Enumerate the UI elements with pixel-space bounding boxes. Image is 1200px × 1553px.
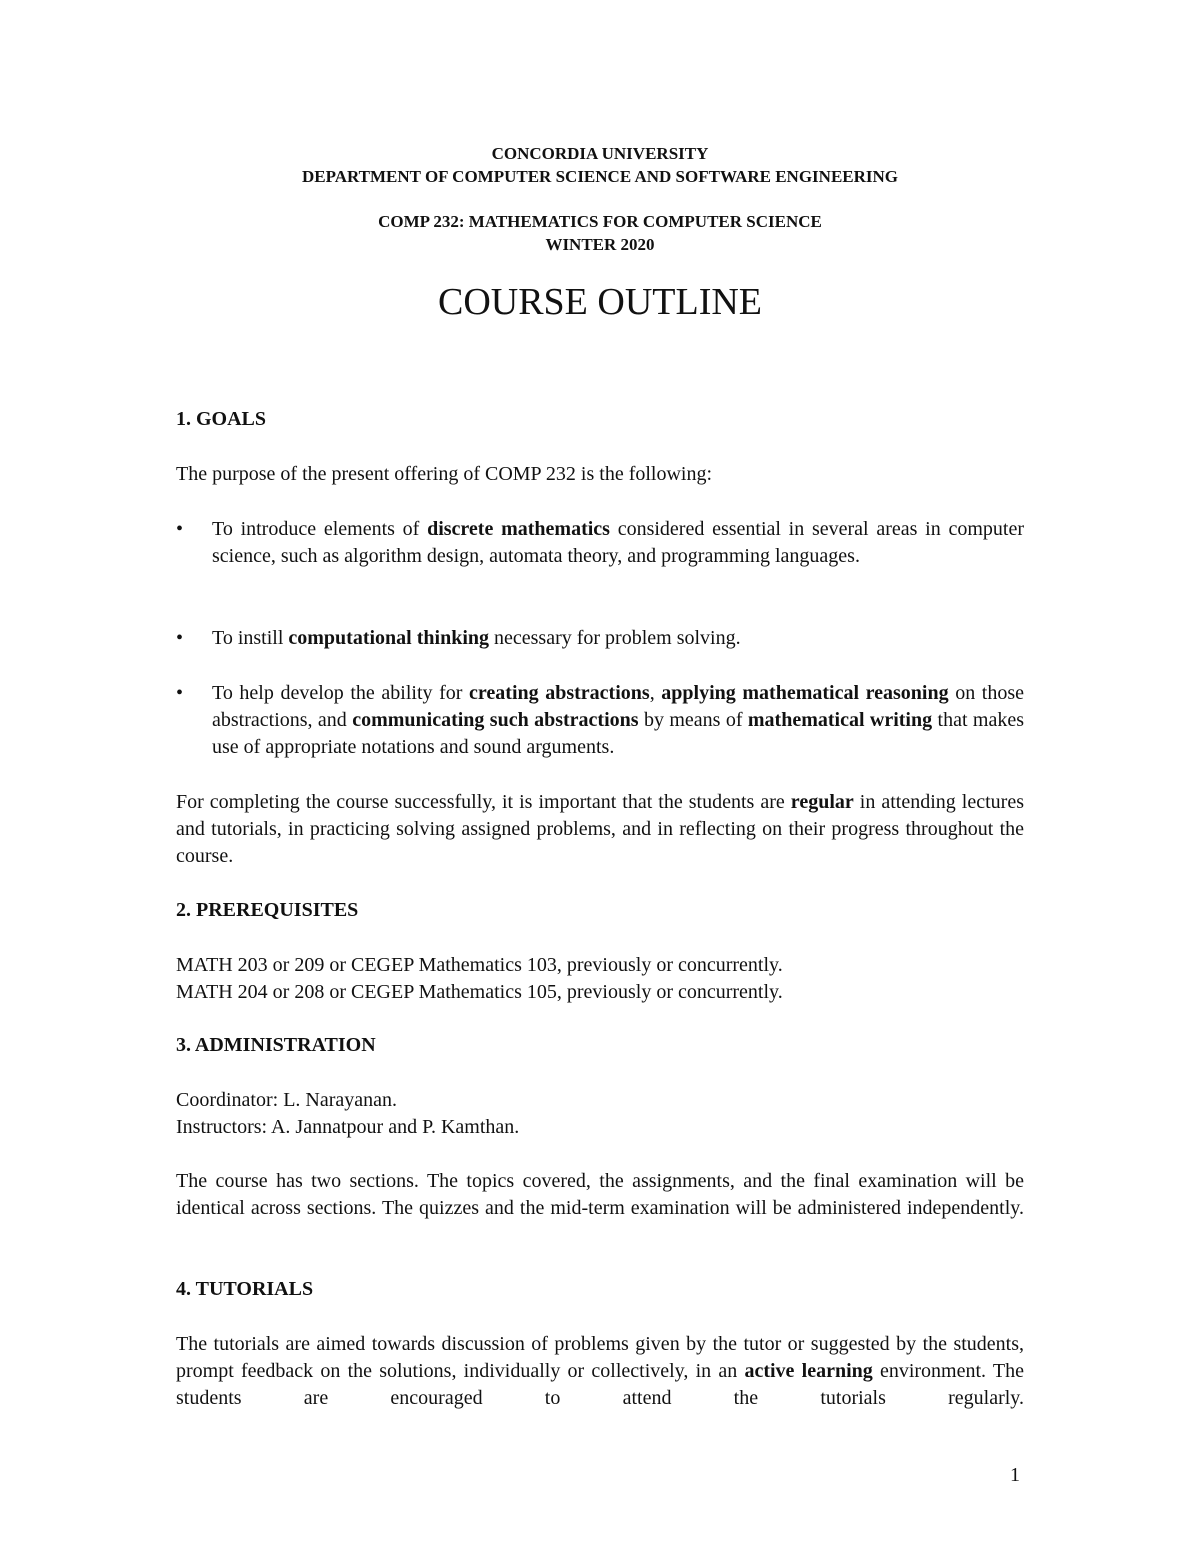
goal-bullet-1 <box>176 516 1024 570</box>
coordinator: Coordinator: L. Narayanan. <box>176 1089 398 1111</box>
tutorials-heading: 4. TUTORIALS <box>176 1278 314 1300</box>
prerequisites-heading: 2. PREREQUISITES <box>176 899 359 921</box>
prerequisite-line-2: MATH 204 or 208 or CEGEP Mathematics 105, previously or concurrently. <box>176 981 783 1003</box>
instructors: Instructors: A. Jannatpour and P. Kamthan. <box>176 1116 520 1138</box>
goals-intro: The purpose of the present offering of COMP 232 is the following: <box>176 463 713 485</box>
course-title: COMP 232: MATHEMATICS FOR COMPUTER SCIENCE <box>378 212 822 231</box>
department-name: DEPARTMENT OF COMPUTER SCIENCE AND SOFTWARE ENGINEERING <box>301 167 899 186</box>
bullet-icon: • <box>176 518 184 540</box>
page-number: 1 <box>1010 1464 1020 1486</box>
term: WINTER 2020 <box>545 235 655 254</box>
goal-bullet-2 <box>176 625 1024 652</box>
bullet-icon: • <box>176 627 184 649</box>
goal-bullet-3 <box>176 680 1024 761</box>
bullet-icon: • <box>176 682 184 704</box>
goals-closing: For completing the course successfully, it is important that the students are regular in attending lectures and tutorials, in practicing solving assigned problems, and in reflecting on their progress throughout the course. <box>176 791 1024 867</box>
goal-bullet-text: To help develop the ability for creating abstractions, applying mathematical reasoning on those abstractions, and communicating such abstractions by means of mathematical writing that makes use of appropriate notations and sound arguments. <box>212 682 1025 758</box>
administration-heading: 3. ADMINISTRATION <box>176 1034 376 1056</box>
page-title: COURSE OUTLINE <box>437 281 763 323</box>
goal-bullet-text: To instill computational thinking necessary for problem solving. <box>212 627 741 649</box>
administration-paragraph: The course has two sections. The topics covered, the assignments, and the final examination will be identical across sections. The quizzes and the mid-term examination will be administered independently. <box>176 1170 1024 1219</box>
tutorials-paragraph: The tutorials are aimed towards discussion of problems given by the tutor or suggested by the students, prompt feedback on the solutions, individually or collectively, in an active learning environment. The students are encouraged to attend the tutorials regularly. <box>176 1333 1024 1409</box>
university-name: CONCORDIA UNIVERSITY <box>491 144 709 163</box>
goal-bullet-text: To introduce elements of discrete mathematics considered essential in several areas in computer science, such as algorithm design, automata theory, and programming languages. <box>212 518 1025 567</box>
goals-heading: 1. GOALS <box>176 408 267 430</box>
prerequisite-line-1: MATH 203 or 209 or CEGEP Mathematics 103, previously or concurrently. <box>176 954 783 976</box>
